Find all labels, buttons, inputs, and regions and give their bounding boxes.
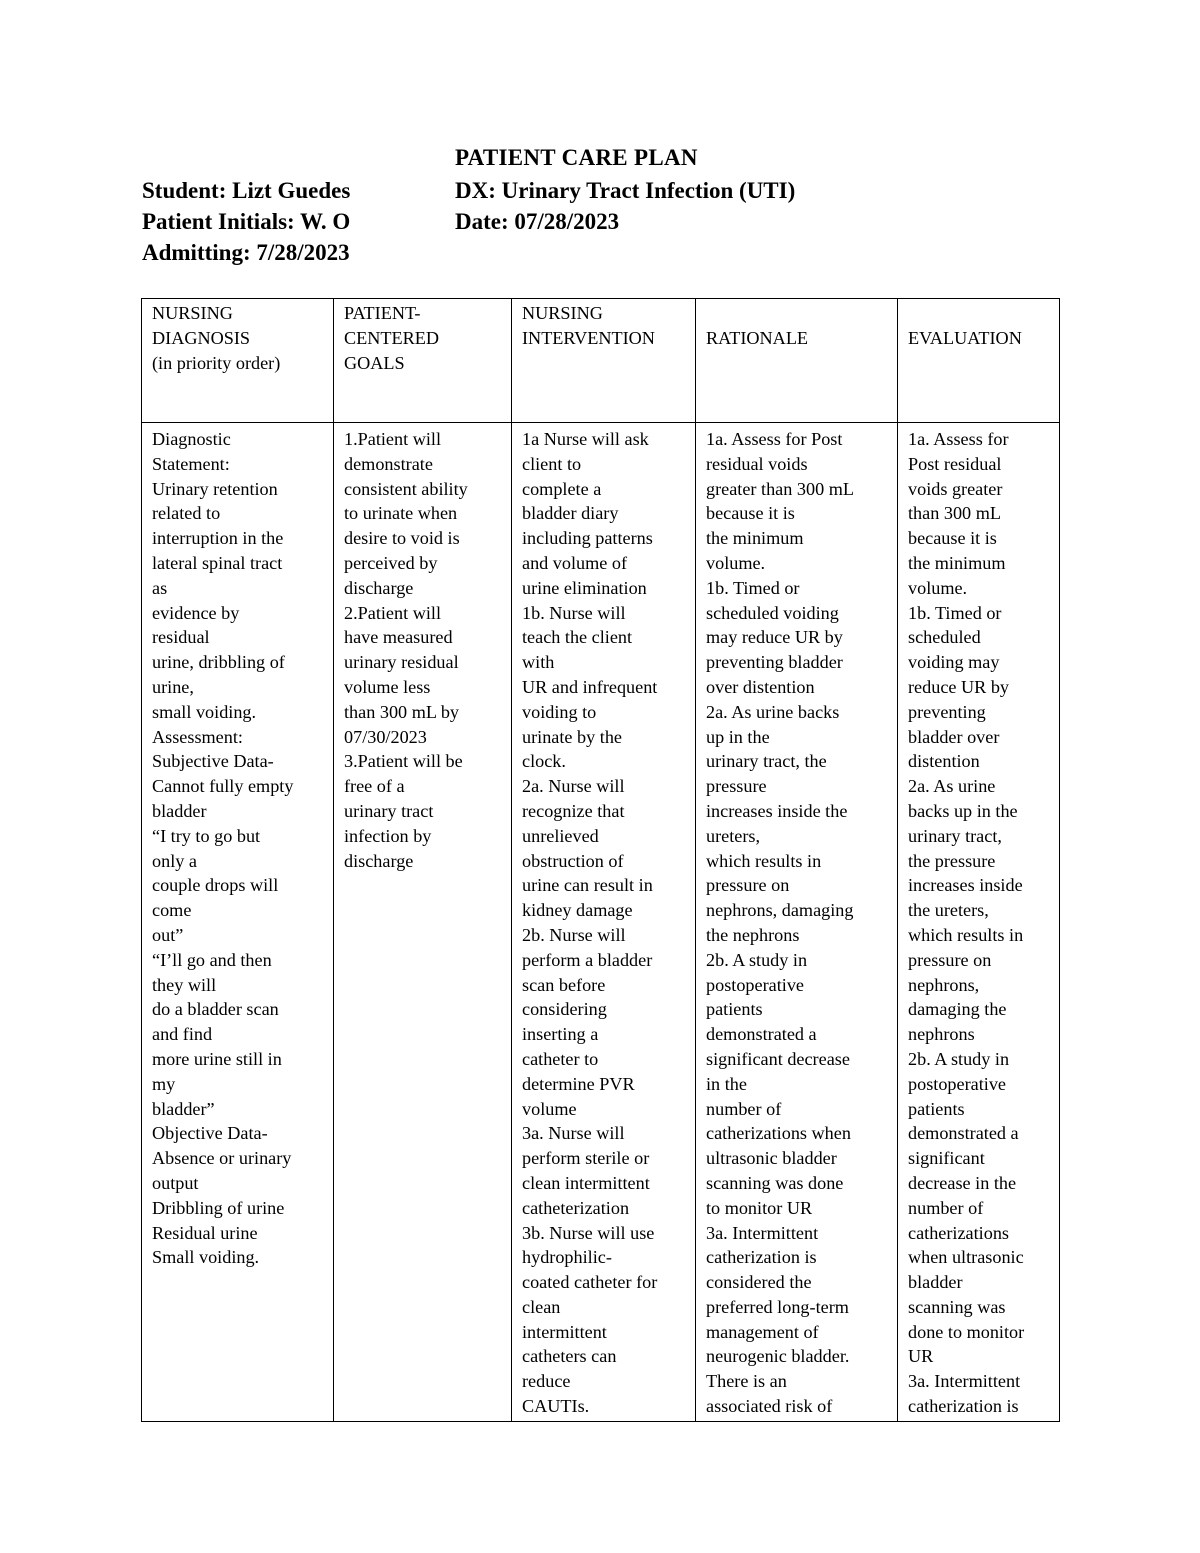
text-line: 1b. Nurse will <box>522 602 626 623</box>
text-line: bladder over <box>908 726 1000 747</box>
text-line: in the <box>706 1073 747 1094</box>
text-line: 2b. A study in <box>706 949 808 970</box>
text-line: residual voids <box>706 453 808 474</box>
text-line: (in priority order) <box>152 352 281 373</box>
text-line: NURSING <box>152 303 233 323</box>
text-line: Subjective Data- <box>152 751 274 772</box>
text-line: the pressure <box>908 850 996 871</box>
text-line: scanning was <box>908 1296 1006 1317</box>
text-line: significant decrease <box>706 1048 850 1069</box>
text-line: volume <box>522 1098 577 1119</box>
text-line: DIAGNOSIS <box>152 327 251 348</box>
table-row <box>142 423 1060 1422</box>
text-line: postoperative <box>706 974 804 995</box>
header-rationale <box>696 299 898 423</box>
text-line: voiding may <box>908 652 1000 673</box>
text-line: 1.Patient will <box>344 429 441 449</box>
text-line: interruption in the <box>152 528 284 549</box>
cell-nursing-diagnosis <box>142 423 334 1422</box>
text-line: urinary tract, the <box>706 751 827 772</box>
text-line: client to <box>522 453 582 474</box>
text-line: UR and infrequent <box>522 676 658 697</box>
text-line: Dribbling of urine <box>152 1197 285 1218</box>
text-line: CENTERED <box>344 327 439 348</box>
text-line: volume. <box>908 577 968 598</box>
text-line: inserting a <box>522 1024 599 1045</box>
text-line: 3b. Nurse will use <box>522 1222 655 1243</box>
text-line: my <box>152 1073 176 1094</box>
text-line: demonstrated a <box>706 1024 817 1045</box>
text-line: catheters can <box>522 1346 617 1367</box>
patient-initials: Patient Initials: W. O <box>142 209 351 234</box>
text-line: obstruction of <box>522 850 624 871</box>
text-line: over distention <box>706 676 815 697</box>
text-line: 2a. As urine <box>908 776 996 797</box>
text-line: voids greater <box>908 478 1003 499</box>
text-line: 3a. Intermittent <box>706 1222 819 1243</box>
text-line: 1a. Assess for Post <box>706 429 843 449</box>
text-line: considering <box>522 999 607 1020</box>
text-line: free of a <box>344 776 405 797</box>
text-line: demonstrate <box>344 453 433 474</box>
text-line: because it is <box>706 503 795 524</box>
text-line: clock. <box>522 751 566 772</box>
text-line: pressure <box>706 776 767 797</box>
text-line: urine can result in <box>522 875 653 896</box>
text-line: out” <box>152 924 184 945</box>
text-line: postoperative <box>908 1073 1006 1094</box>
text-line: lateral spinal tract <box>152 552 283 573</box>
text-line: Absence or urinary <box>152 1148 292 1169</box>
text-line: associated risk of <box>706 1396 833 1417</box>
text-line: catheterization <box>522 1197 630 1218</box>
text-line: catherization is <box>908 1396 1019 1417</box>
text-line: patients <box>908 1098 965 1119</box>
text-line: to monitor UR <box>706 1197 813 1218</box>
text-line: CAUTIs. <box>522 1396 590 1417</box>
text-line: scanning was done <box>706 1172 844 1193</box>
text-line: Post residual <box>908 453 1002 474</box>
text-line: may reduce UR by <box>706 627 843 648</box>
text-line: as <box>152 577 168 598</box>
text-line: significant <box>908 1148 985 1169</box>
text-line: couple drops will <box>152 875 279 896</box>
text-line: 2b. A study in <box>908 1048 1010 1069</box>
text-line: perceived by <box>344 552 438 573</box>
text-line: coated catheter for <box>522 1272 658 1293</box>
text-line: number of <box>706 1098 782 1119</box>
text-line: nephrons, damaging <box>706 900 854 921</box>
text-line: decrease in the <box>908 1172 1017 1193</box>
header-evaluation <box>898 299 1060 423</box>
text-line: the nephrons <box>706 924 800 945</box>
text-line: increases inside the <box>706 800 848 821</box>
text-line: patients <box>706 999 763 1020</box>
text-line: desire to void is <box>344 528 460 549</box>
text-line: 1a Nurse will ask <box>522 429 649 449</box>
text-line: kidney damage <box>522 900 633 921</box>
text-line: bladder” <box>152 1098 215 1119</box>
text-line: urinate by the <box>522 726 622 747</box>
table-header-row <box>142 299 1060 423</box>
cell-rationale <box>696 423 898 1422</box>
text-line: the minimum <box>706 528 804 549</box>
text-line: related to <box>152 503 221 524</box>
text-line: number of <box>908 1197 984 1218</box>
text-line: increases inside <box>908 875 1023 896</box>
text-line: residual <box>152 627 210 648</box>
text-line: ultrasonic bladder <box>706 1148 837 1169</box>
text-line: complete a <box>522 478 602 499</box>
text-line: urine, <box>152 676 194 697</box>
text-line: scheduled <box>908 627 981 648</box>
text-line: 3.Patient will be <box>344 751 463 772</box>
text-line: management of <box>706 1321 819 1342</box>
text-line: perform a bladder <box>522 949 653 970</box>
text-line: Assessment: <box>152 726 243 747</box>
text-line: consistent ability <box>344 478 468 499</box>
text-line: 1b. Timed or <box>706 577 800 598</box>
text-line: bladder <box>908 1272 963 1293</box>
text-line: 07/30/2023 <box>344 726 427 747</box>
text-line: reduce UR by <box>908 676 1010 697</box>
page-title: PATIENT CARE PLAN <box>455 145 698 170</box>
text-line: preventing bladder <box>706 652 843 673</box>
cell-patient-goals <box>334 423 512 1422</box>
text-line: and volume of <box>522 552 628 573</box>
text-line: neurogenic bladder. <box>706 1346 850 1367</box>
text-line: Cannot fully empty <box>152 776 294 797</box>
cell-evaluation <box>898 423 1060 1422</box>
text-line: 2.Patient will <box>344 602 441 623</box>
text-line: Urinary retention <box>152 478 278 499</box>
text-line: volume. <box>706 552 766 573</box>
text-line: discharge <box>344 577 414 598</box>
text-line: bladder <box>152 800 207 821</box>
text-line: catherization is <box>706 1247 817 1268</box>
text-line: Diagnostic <box>152 429 231 449</box>
text-line: pressure on <box>908 949 992 970</box>
text-line: determine PVR <box>522 1073 635 1094</box>
text-line: urinary tract <box>344 800 434 821</box>
text-line: scan before <box>522 974 606 995</box>
text-line: which results in <box>706 850 822 871</box>
text-line: urine elimination <box>522 577 647 598</box>
text-line: to urinate when <box>344 503 458 524</box>
text-line: up in the <box>706 726 770 747</box>
text-line: infection by <box>344 825 432 846</box>
text-line: come <box>152 900 192 921</box>
text-line: urinary tract, <box>908 825 1002 846</box>
text-line: “I’ll go and then <box>152 949 272 970</box>
text-line: INTERVENTION <box>522 327 655 348</box>
text-line: because it is <box>908 528 997 549</box>
text-line: when ultrasonic <box>908 1247 1024 1268</box>
text-line: voiding to <box>522 701 597 722</box>
text-line: bladder diary <box>522 503 619 524</box>
text-line: considered the <box>706 1272 812 1293</box>
text-line: with <box>522 652 555 673</box>
text-line: PATIENT- <box>344 303 421 323</box>
header-nursing-diagnosis <box>142 299 334 423</box>
plan-date: Date: 07/28/2023 <box>455 209 620 234</box>
text-line: scheduled voiding <box>706 602 839 623</box>
text-line: 1b. Timed or <box>908 602 1002 623</box>
text-line: reduce <box>522 1371 571 1392</box>
text-line: they will <box>152 974 217 995</box>
text-line: nephrons <box>908 1024 975 1045</box>
text-line: distention <box>908 751 980 772</box>
text-line: RATIONALE <box>706 328 809 348</box>
text-line: NURSING <box>522 303 603 323</box>
text-line: the minimum <box>908 552 1006 573</box>
text-line: preventing <box>908 701 986 722</box>
text-line: including patterns <box>522 528 653 549</box>
cell-nursing-intervention <box>512 423 696 1422</box>
text-line: GOALS <box>344 352 405 373</box>
header-patient-centered-goals <box>334 299 512 423</box>
text-line: unrelieved <box>522 825 599 846</box>
text-line: perform sterile or <box>522 1148 650 1169</box>
text-line: UR <box>908 1346 934 1367</box>
text-line: There is an <box>706 1371 787 1392</box>
text-line: 3a. Intermittent <box>908 1371 1021 1392</box>
header-nursing-intervention <box>512 299 696 423</box>
text-line: ureters, <box>706 825 761 846</box>
student-name: Student: Lizt Guedes <box>142 178 351 203</box>
text-line: 2b. Nurse will <box>522 924 626 945</box>
text-line: more urine still in <box>152 1048 282 1069</box>
text-line: evidence by <box>152 602 240 623</box>
text-line: 1a. Assess for <box>908 429 1009 449</box>
text-line: Statement: <box>152 453 230 474</box>
text-line: demonstrated a <box>908 1123 1019 1144</box>
text-line: the ureters, <box>908 900 989 921</box>
text-line: which results in <box>908 924 1024 945</box>
text-line: volume less <box>344 676 431 697</box>
text-line: 2a. As urine backs <box>706 701 840 722</box>
text-line: output <box>152 1172 199 1193</box>
text-line: small voiding. <box>152 701 257 722</box>
text-line: clean intermittent <box>522 1172 650 1193</box>
text-line: greater than 300 mL <box>706 478 854 499</box>
text-line: pressure on <box>706 875 790 896</box>
text-line: backs up in the <box>908 800 1018 821</box>
diagnosis-dx: DX: Urinary Tract Infection (UTI) <box>455 178 796 203</box>
text-line: catherizations <box>908 1222 1009 1243</box>
text-line: teach the client <box>522 627 633 648</box>
text-line: urine, dribbling of <box>152 652 285 673</box>
text-line: Residual urine <box>152 1222 258 1243</box>
text-line: 3a. Nurse will <box>522 1123 625 1144</box>
text-line: intermittent <box>522 1321 607 1342</box>
text-line: catheter to <box>522 1048 599 1069</box>
text-line: “I try to go but <box>152 825 261 846</box>
admitting-date: Admitting: 7/28/2023 <box>142 240 350 265</box>
text-line: preferred long-term <box>706 1296 849 1317</box>
text-line: hydrophilic- <box>522 1247 612 1268</box>
text-line: do a bladder scan <box>152 999 279 1020</box>
text-line: nephrons, <box>908 974 980 995</box>
text-line: than 300 mL by <box>344 701 460 722</box>
text-line: EVALUATION <box>908 328 1022 348</box>
text-line: damaging the <box>908 999 1007 1020</box>
text-line: only a <box>152 850 197 871</box>
text-line: 2a. Nurse will <box>522 776 625 797</box>
text-line: clean <box>522 1296 561 1317</box>
text-line: discharge <box>344 850 414 871</box>
text-line: catherizations when <box>706 1123 851 1144</box>
text-line: Objective Data- <box>152 1123 268 1144</box>
text-line: done to monitor <box>908 1321 1025 1342</box>
text-line: have measured <box>344 627 453 648</box>
text-line: urinary residual <box>344 652 459 673</box>
care-plan-table <box>141 298 1060 1422</box>
text-line: recognize that <box>522 800 625 821</box>
text-line: than 300 mL <box>908 503 1001 524</box>
text-line: Small voiding. <box>152 1247 260 1268</box>
text-line: and find <box>152 1024 213 1045</box>
